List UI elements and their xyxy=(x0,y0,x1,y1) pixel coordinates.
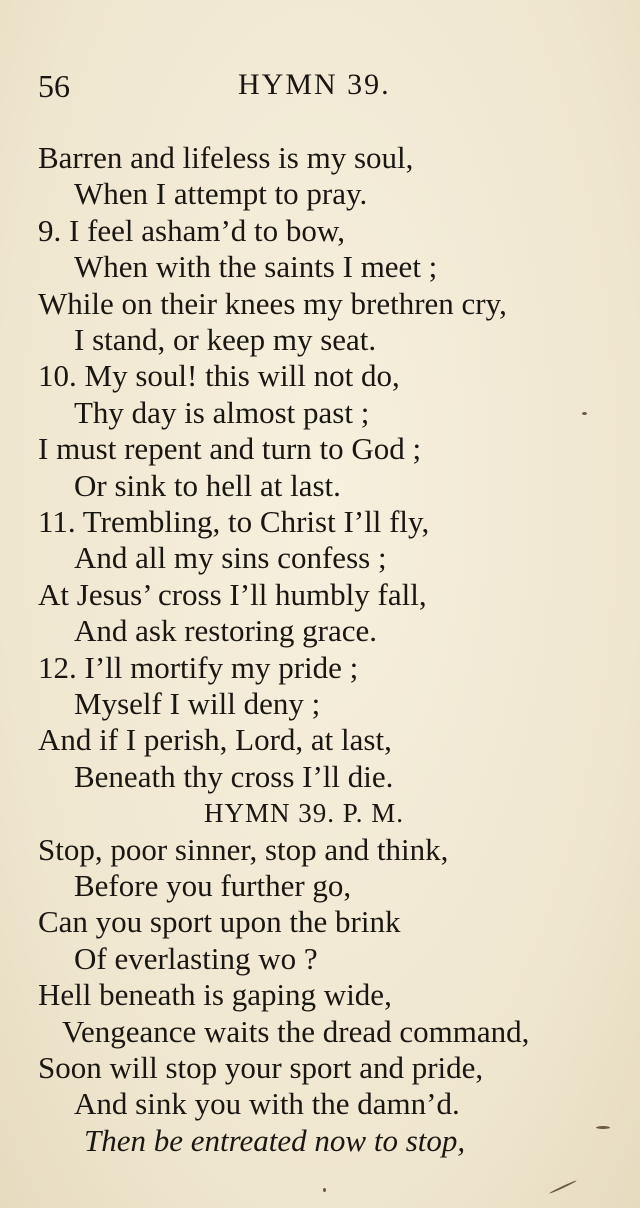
hymn-title: HYMN 39. P. M. xyxy=(204,798,405,829)
paper-speck xyxy=(596,1126,610,1129)
verse-line: Before you further go, xyxy=(74,868,352,903)
page-header xyxy=(38,68,620,108)
paper-speck xyxy=(549,1180,577,1194)
verse-line: Can you sport upon the brink xyxy=(38,904,401,940)
verse-line: Stop, poor sinner, stop and think, xyxy=(38,831,449,867)
paper-speck xyxy=(323,1188,326,1192)
verse-line: And sink you with the damn’d. xyxy=(74,1086,460,1122)
verse-line: Barren and lifeless is my soul, xyxy=(38,140,414,175)
verse-line: Soon will stop your sport and pride, xyxy=(38,1050,484,1085)
running-head: HYMN 39. xyxy=(238,68,391,101)
verse-line: Thy day is almost past ; xyxy=(74,394,370,430)
verse-line: 12. I’ll mortify my pride ; xyxy=(38,649,359,685)
paper-speck xyxy=(582,412,587,415)
verse-line: Hell beneath is gaping wide, xyxy=(38,977,392,1013)
verse-line: 9. I feel asham’d to bow, xyxy=(38,212,346,248)
verse-line: And if I perish, Lord, at last, xyxy=(38,722,392,758)
verse-line: When with the saints I meet ; xyxy=(74,249,438,285)
verse-line: And all my sins confess ; xyxy=(74,540,387,576)
verse-line: Myself I will deny ; xyxy=(74,686,321,721)
verse-line: 10. My soul! this will not do, xyxy=(38,358,400,394)
verse-line: And ask restoring grace. xyxy=(74,613,378,649)
page-number: 56 xyxy=(38,68,70,104)
verse-line: Then be entreated now to stop, xyxy=(84,1122,466,1158)
verse-line: While on their knees my brethren cry, xyxy=(38,285,507,321)
verse-line: 11. Trembling, to Christ I’ll fly, xyxy=(38,504,430,539)
verse-line: At Jesus’ cross I’ll humbly fall, xyxy=(38,576,427,612)
verse-line: When I attempt to pray. xyxy=(74,176,368,212)
verse-line: Of everlasting wo ? xyxy=(74,940,318,976)
verse-line: I must repent and turn to God ; xyxy=(38,431,422,467)
verse-line: Beneath thy cross I’ll die. xyxy=(74,758,394,794)
verse-line: Vengeance waits the dread command, xyxy=(62,1013,530,1049)
verse-line: Or sink to hell at last. xyxy=(74,467,341,503)
verse-line: I stand, or keep my seat. xyxy=(74,322,377,357)
